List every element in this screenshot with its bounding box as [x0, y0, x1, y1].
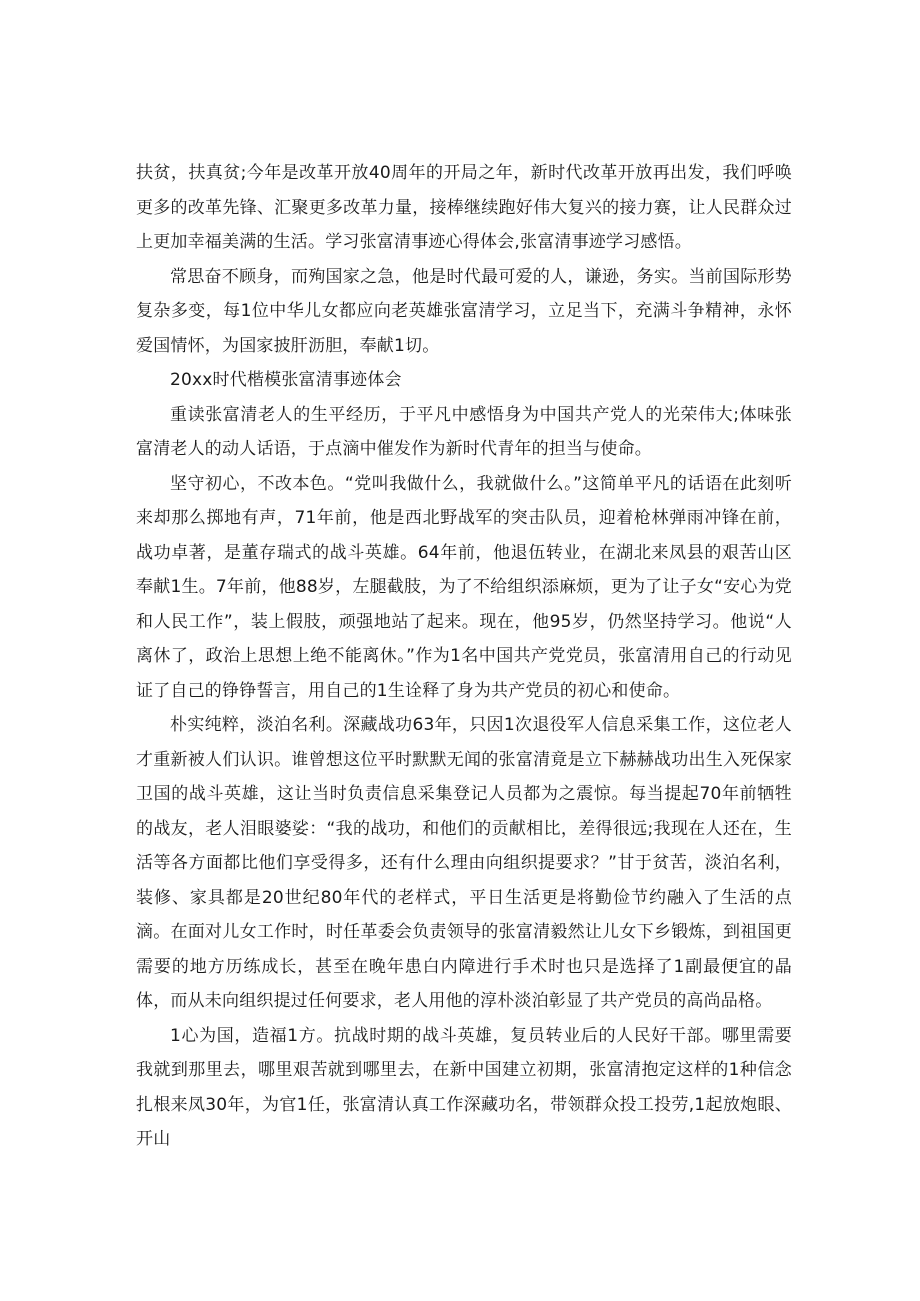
paragraph-4: 坚守初心，不改本色。“党叫我做什么，我就做什么。”这简单平凡的话语在此刻听来却那么掷地有声，71年前，他是西北野战军的突击队员，迎着枪林弹雨冲锋在前，战功卓著，是董存瑞式的战斗英雄。64年前，他退伍转业，在湖北来凤县的艰苦山区奉献1生。7年前，他88岁，左腿截肢，为了不给组织添麻烦，更为了让子女“安心为党和人民工作”，装上假肢，顽强地站了起来。现在，他95岁，仍然坚持学习。他说“人离休了，政治上思想上绝不能离休。”作为1名中国共产党党员，张富清用自己的行动见证了自己的铮铮誓言，用自己的1生诠释了身为共产党员的初心和使命。 [136, 473, 792, 701]
paragraph-6: 1心为国，造福1方。抗战时期的战斗英雄，复员转业后的人民好干部。哪里需要我就到那里去，哪里艰苦就到哪里去，在新中国建立初期，张富清抱定这样的1种信念扎根来凤30年，为官1任，张富清认真工作深藏功名，带领群众投工投劳,1起放炮眼、开山 [136, 1025, 792, 1149]
document-body [136, 156, 792, 1157]
paragraph-3: 重读张富清老人的生平经历，于平凡中感悟身为中国共产党人的光荣伟大;体味张富清老人的动人话语，于点滴中催发作为新时代青年的担当与使命。 [136, 404, 792, 459]
paragraph-5: 朴实纯粹，淡泊名利。深藏战功63年，只因1次退役军人信息采集工作，这位老人才重新被人们认识。谁曾想这位平时默默无闻的张富清竟是立下赫赫战功出生入死保家卫国的战斗英雄，这让当时负责信息采集登记人员都为之震惊。每当提起70年前牺牲的战友，老人泪眼婆娑：“我的战功，和他们的贡献相比，差得很远;我现在人还在，生活等各方面都比他们享受得多，还有什么理由向组织提要求？”甘于贫苦，淡泊名利，装修、家具都是20世纪80年代的老样式，平日生活更是将勤俭节约融入了生活的点滴。在面对儿女工作时，时任革委会负责领导的张富清毅然让儿女下乡锻炼，到祖国更需要的地方历练成长，甚至在晚年患白内障进行手术时也只是选择了1副最便宜的晶体，而从未向组织提过任何要求，老人用他的淳朴淡泊彰显了共产党员的高尚品格。 [136, 715, 792, 1011]
paragraph-2: 常思奋不顾身，而殉国家之急，他是时代最可爱的人，谦逊，务实。当前国际形势复杂多变，每1位中华儿女都应向老英雄张富清学习，立足当下，充满斗争精神，永怀爱国情怀，为国家披肝沥胆，奉献1切。 [136, 266, 792, 356]
section-heading: 20xx时代楷模张富清事迹体会 [170, 370, 402, 390]
paragraph-1: 扶贫，扶真贫;今年是改革开放40周年的开局之年，新时代改革开放再出发，我们呼唤更多的改革先锋、汇聚更多改革力量，接棒继续跑好伟大复兴的接力赛，让人民群众过上更加幸福美满的生活。学习张富清事迹心得体会,张富清事迹学习感悟。 [136, 163, 792, 252]
